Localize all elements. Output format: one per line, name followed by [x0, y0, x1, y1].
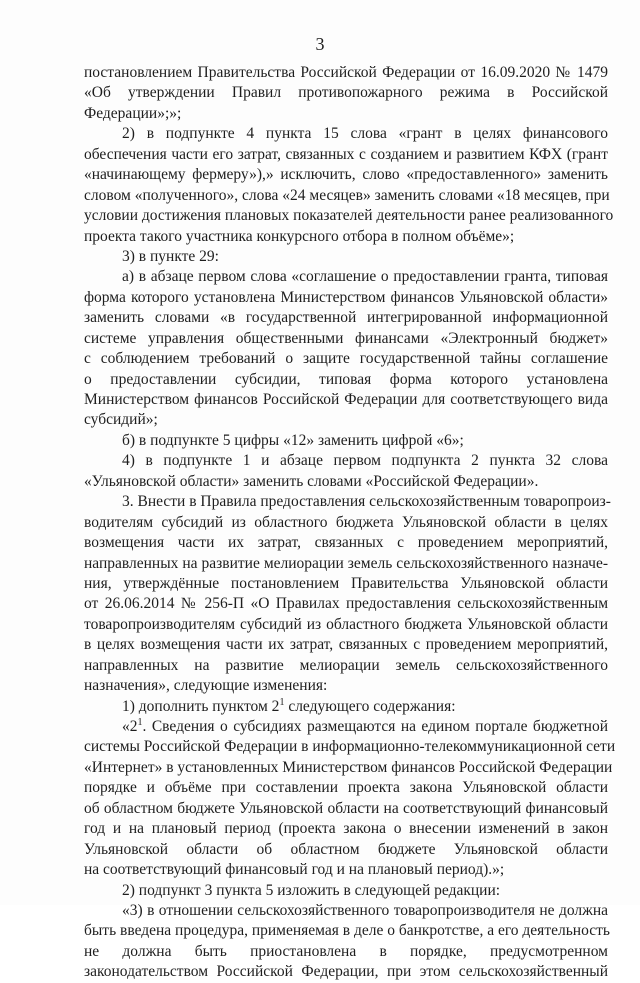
document-body — [84, 63, 616, 983]
text-line-content: ния, утверждённые постановлением Правительства Ульяновской области — [84, 574, 608, 592]
text-line-content: о предоставлении субсидии, типовая форма которого установлена — [84, 370, 608, 388]
text-line-content: год и на плановый период (проекта закона о внесении изменений в закон — [84, 820, 608, 838]
text-line-content: об областном бюджете Ульяновской области на соответствующий финансовый — [84, 799, 608, 817]
text-line-content: направленных на развитие мелиорации земель сельскохозяйственного — [84, 656, 608, 674]
text-line-tail: . Сведения о субсидиях размещаются на едином портале бюджетной — [142, 718, 608, 735]
text-line — [84, 390, 608, 410]
text-line — [84, 247, 608, 267]
text-line — [84, 267, 608, 287]
text-line-content: в целях возмещения части их затрат, связанных с проведением мероприятий, — [84, 636, 608, 654]
text-line-content: 1) дополнить пунктом 2 — [122, 697, 280, 715]
text-line — [84, 308, 608, 328]
text-line-content: от 26.06.2014 № 256-П «О Правилах предоставления сельскохозяйственным — [84, 595, 608, 613]
text-line — [84, 819, 608, 839]
text-line — [84, 533, 608, 553]
text-line-content: постановлением Правительства Российской Федерации от 16.09.2020 № 1479 — [84, 64, 608, 81]
page-number: 3 — [315, 34, 325, 54]
superscript: 1 — [279, 696, 285, 708]
text-line — [84, 227, 608, 247]
text-line — [84, 860, 608, 880]
text-line-content: с соблюдением требований о защите государственной тайны соглашение — [84, 350, 608, 368]
text-line-content: 2) подпункт 3 пункта 5 изложить в следующей редакции: — [122, 881, 501, 899]
text-line — [84, 349, 608, 369]
text-line — [84, 717, 608, 737]
text-line — [84, 165, 608, 185]
text-line-content: 2) в подпункте 4 пункта 15 слова «грант в целях финансового — [122, 125, 608, 143]
text-line — [84, 186, 608, 206]
text-line — [84, 288, 608, 308]
text-line — [84, 758, 613, 778]
text-line — [84, 901, 608, 921]
text-line-content: направленных на развитие мелиорации земель сельскохозяйственного назначе- — [84, 554, 608, 572]
text-line-content: законодательством Российской Федерации, при этом сельскохозяйственный — [84, 963, 608, 981]
text-line — [84, 574, 608, 594]
text-line-content: субсидий»; — [84, 411, 158, 429]
text-line-content: товаропроизводителям субсидий из областного бюджета Ульяновской области — [84, 615, 608, 633]
text-line-content: Федерации»;»; — [84, 104, 182, 122]
text-line — [84, 492, 611, 512]
text-line-content: а) в абзаце первом слова «соглашение о предоставлении гранта, типовая — [122, 268, 608, 286]
text-line-content: «Ульяновской области» заменить словами «Российской Федерации». — [84, 472, 539, 490]
text-line-content: Ульяновской области об областном бюджете Ульяновской области — [84, 840, 608, 858]
text-line-content: «3) в отношении сельскохозяйственного товаропроизводителя не должна — [122, 901, 608, 919]
text-line — [84, 451, 608, 471]
text-line — [84, 676, 608, 696]
text-line-content: водителям субсидий из областного бюджета Ульяновской области в целях — [84, 513, 608, 531]
text-line-content: форма которого установлена Министерством финансов Ульяновской области» — [84, 288, 608, 306]
text-line-content: «2 — [122, 718, 138, 735]
text-line-content: обеспечения части его затрат, связанных с созданием и развитием КФХ (грант — [84, 145, 608, 163]
text-line — [84, 656, 608, 676]
text-line-content: возмещения части их затрат, связанных с проведением мероприятий, — [84, 534, 608, 552]
text-line-content: 3. Внести в Правила предоставления сельскохозяйственным товаропроиз- — [122, 493, 611, 511]
text-line-content: системе управления общественными финансами «Электронный бюджет» — [84, 329, 608, 347]
text-line — [84, 635, 608, 655]
text-line — [84, 104, 608, 124]
text-line-content: порядке и объёме при составлении проекта закона Ульяновской области — [84, 779, 608, 797]
text-line — [84, 370, 608, 390]
text-line-content: «Интернет» в установленных Министерством финансов Российской Федерации — [84, 758, 613, 776]
text-line-content: «начинающему фермеру»),» исключить, слово «предоставленного» заменить — [84, 166, 608, 184]
text-line — [84, 63, 608, 83]
text-line — [84, 942, 608, 962]
text-line — [84, 881, 608, 901]
text-line-tail: следующего содержания: — [284, 697, 456, 715]
text-line — [84, 697, 608, 717]
text-line — [84, 962, 608, 982]
text-line-content: на соответствующий финансовый год и на плановый период).»; — [84, 861, 505, 879]
text-line-content: проекта такого участника конкурсного отбора в полном объёме»; — [84, 227, 515, 245]
text-line-content: быть введена процедура, применяемая в деле о банкротстве, а его деятельность — [84, 922, 610, 940]
text-line — [84, 594, 608, 614]
text-line — [84, 921, 608, 941]
text-line — [84, 615, 608, 635]
text-line — [84, 410, 608, 430]
text-line-content: «Об утверждении Правил противопожарного режима в Российской — [84, 84, 608, 102]
text-line — [84, 329, 608, 349]
text-line-content: не должна быть приостановлена в порядке, предусмотренном — [84, 942, 608, 960]
text-line-content: 3) в пункте 29: — [122, 247, 219, 265]
text-line — [84, 554, 608, 574]
text-line — [84, 83, 608, 103]
text-line — [84, 737, 616, 757]
text-line-content: условии достижения плановых показателей деятельности ранее реализованного — [84, 207, 614, 225]
superscript: 1 — [137, 717, 143, 728]
text-line-content: б) в подпункте 5 цифры «12» заменить цифрой «6»; — [122, 431, 464, 449]
text-line-content: заменить словами «в государственной интегрированной информационной — [84, 309, 608, 327]
text-line — [84, 513, 608, 533]
text-line — [84, 472, 608, 492]
text-line — [84, 431, 608, 451]
text-line — [84, 206, 614, 226]
text-line-content: Министерством финансов Российской Федерации для соответствующего вида — [84, 391, 608, 408]
text-line — [84, 145, 608, 165]
text-line — [84, 799, 608, 819]
text-line — [84, 778, 608, 798]
text-line-content: словом «полученного», слова «24 месяцев» заменить словами «18 месяцев, при — [84, 186, 610, 204]
text-line-content: назначения», следующие изменения: — [84, 677, 328, 695]
text-line-content: системы Российской Федерации в информационно-телекоммуникационной сети — [84, 738, 616, 756]
text-line-content: 4) в подпункте 1 и абзаце первом подпункта 2 пункта 32 слова — [122, 452, 608, 470]
text-line — [84, 840, 608, 860]
text-line — [84, 124, 608, 144]
